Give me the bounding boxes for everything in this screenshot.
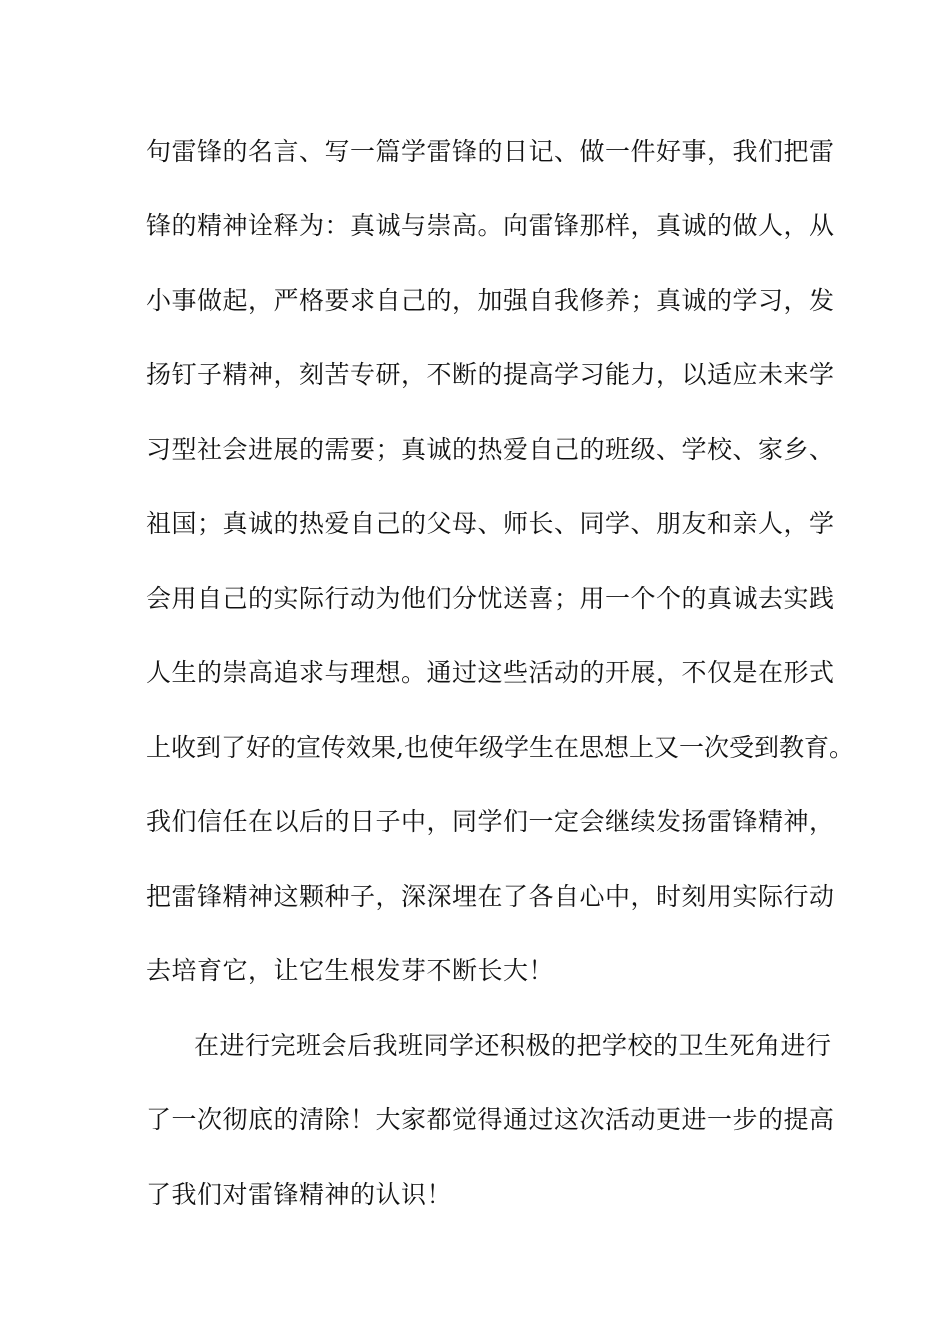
paragraph-start-line: 在进行完班会后我班同学还积极的把学校的卫生死角进行 [194,1031,832,1060]
text-line: 把雷锋精神这颗种子，深深埋在了各自心中，时刻用实际行动 [146,882,835,911]
text-line: 去培育它，让它生根发芽不断长大！ [146,956,555,985]
text-line: 上收到了好的宣传效果,也使年级学生在思想上又一次受到教育。 [146,733,854,762]
text-line: 锋的精神诠释为：真诚与崇高。向雷锋那样，真诚的做人，从 [146,211,835,240]
text-line: 人生的崇高追求与理想。通过这些活动的开展，不仅是在形式 [146,658,835,687]
text-line: 会用自己的实际行动为他们分忧送喜；用一个个的真诚去实践 [146,584,835,613]
text-line: 了一次彻底的清除！大家都觉得通过这次活动更进一步的提高 [146,1105,835,1134]
text-line: 我们信任在以后的日子中，同学们一定会继续发扬雷锋精神， [146,807,835,836]
text-line: 小事做起，严格要求自己的，加强自我修养；真诚的学习，发 [146,286,835,315]
text-line: 扬钉子精神，刻苦专研，不断的提高学习能力，以适应未来学 [146,360,835,389]
text-line: 句雷锋的名言、写一篇学雷锋的日记、做一件好事，我们把雷 [146,137,835,166]
text-line: 习型社会进展的需要；真诚的热爱自己的班级、学校、家乡、 [146,435,835,464]
text-line: 了我们对雷锋精神的认识！ [146,1180,453,1209]
text-line: 祖国；真诚的热爱自己的父母、师长、同学、朋友和亲人，学 [146,509,835,538]
